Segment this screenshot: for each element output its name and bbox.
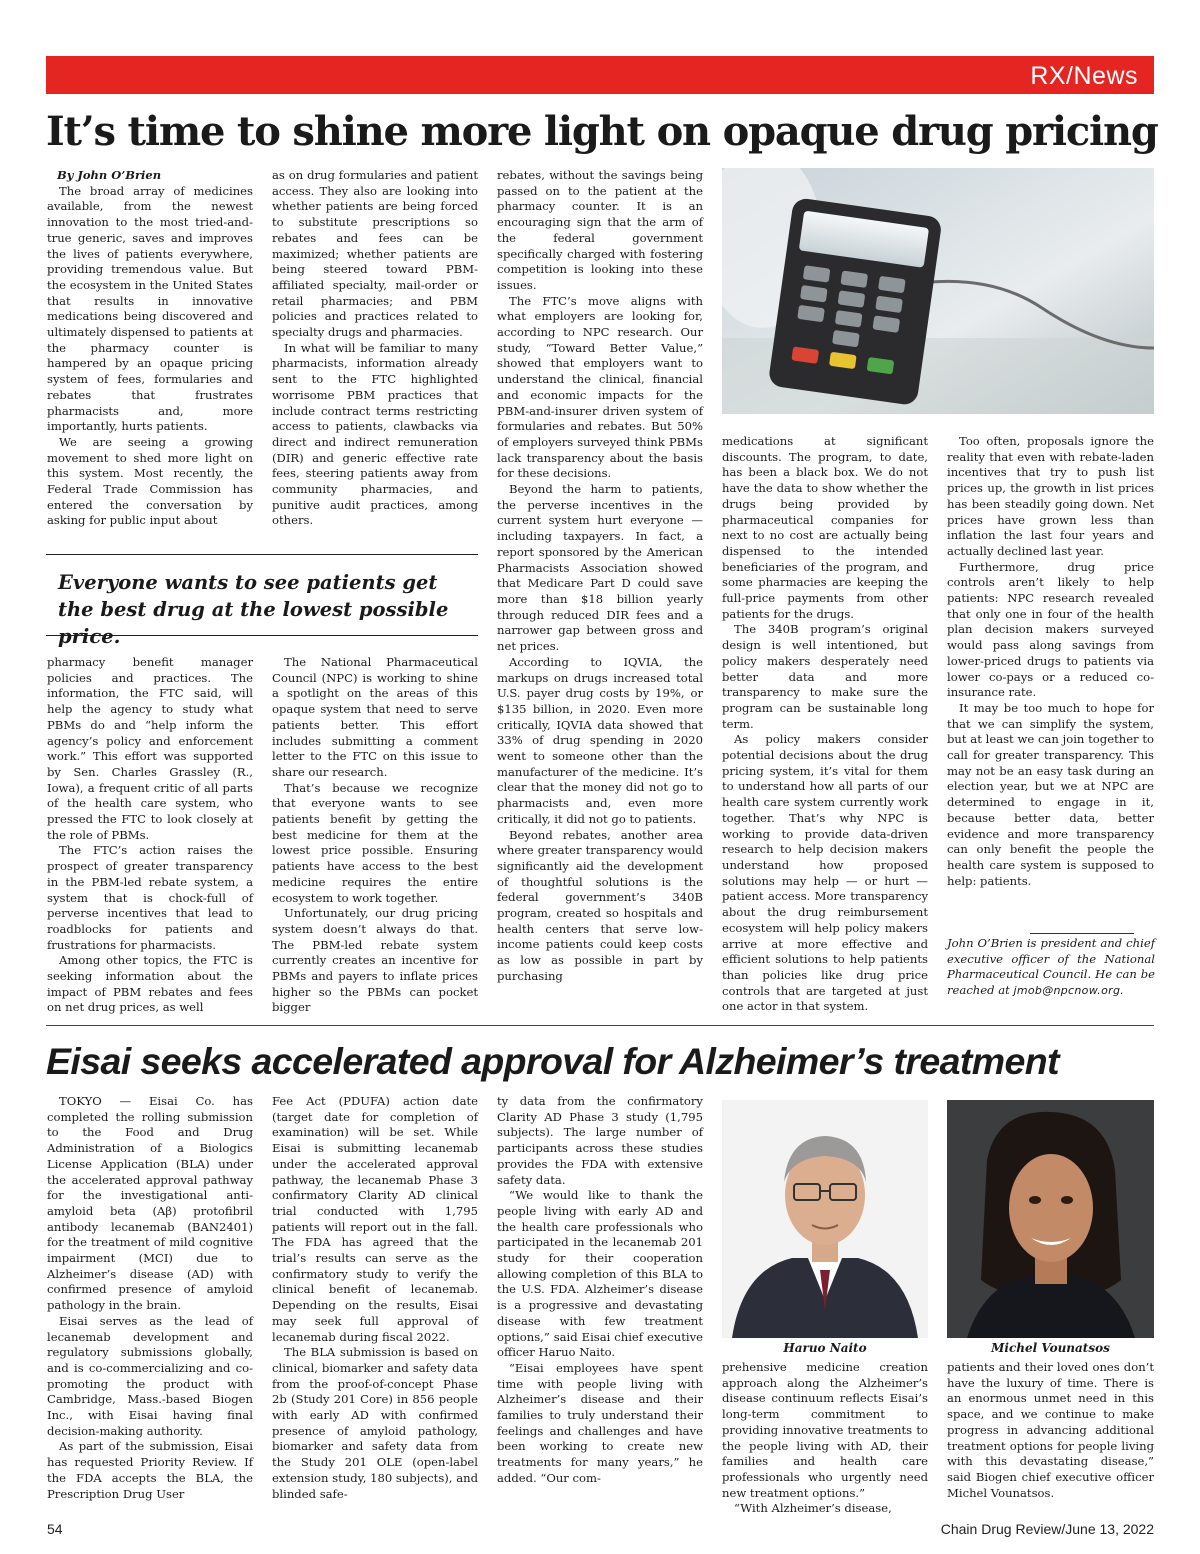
article-headline: It’s time to shine more light on opaque drug pricing [46, 108, 1158, 155]
paragraph: prehensive medicine creation approach along the Alzheimer’s disease continuum reflects Eisai’s long-term commitment to providing innovative treatments to the people living with AD, their families and health care professionals who urgently need new treatment options.” [722, 1360, 928, 1500]
issue-info: Chain Drug Review/June 13, 2022 [940, 1521, 1154, 1537]
article-column-5 [947, 434, 1154, 889]
paragraph: medications at significant discounts. The program, to date, has been a black box. We do not have the data to show whether the drugs being provided by pharmaceutical companies for next to no cost are actually being dispensed to the intended beneficiaries of the program, and some pharmacies are keeping the full-price payments from other patients for the drugs. [722, 434, 928, 621]
paragraph: The broad array of medicines available, from the newest innovation to the most tried-and-true generic, saves and improves the lives of patients everywhere, providing tremendous value. But the ecosystem in the United States that results in innovative medications being discovered and ultimately dispensed to patients at the pharmacy counter is hampered by an opaque pricing system of fees, formularies and rebates that frustrates pharmacists and, more importantly, hurts patients. [47, 183, 253, 434]
haruo-naito-photo [722, 1100, 928, 1338]
paragraph: Eisai serves as the lead of lecanemab development and regulatory submissions globally, and is co-commercializing and co-promoting the product with Cambridge, Mass.-based Biogen Inc., with Eisai having final decision-making authority. [47, 1313, 253, 1438]
bio-divider [1030, 933, 1134, 934]
article-column-2b [272, 655, 478, 1016]
paragraph: We are seeing a growing movement to shed more light on this system. Most recently, the Federal Trade Commission has entered the conversation by asking for public input about [47, 434, 253, 528]
paragraph: The FTC’s move aligns with what employers are looking for, according to NPC research. Our study, “Toward Better Value,” showed that employers want to understand the clinical, financial and economic impacts for the PBM-and-insurer driven system of formularies and rebates. But 50% of employers surveyed think PBMs lack transparency about the basis for these decisions. [497, 293, 703, 481]
pull-quote-text: Everyone wants to see patients get the best drug at the lowest possible price. [58, 571, 449, 648]
photo-caption: Michel Vounatsos [991, 1341, 1110, 1355]
paragraph: It may be too much to hope for that we can simplify the system, but at least we can join together to call for greater transparency. This may not be an easy task during an election year, but we at NPC are determined to engage in it, because better data, better evidence and more transparency can only benefit the people the health care system is supposed to help: patients. [947, 700, 1154, 888]
article-column-2 [272, 168, 478, 529]
paragraph: In what will be familiar to many pharmacists, information already sent to the FTC highlighted worrisome PBM practices that include contract terms restricting access to patients, clawbacks via direct and indirect remuneration (DIR) and generic effective rate fees, steering patients away from community pharmacies, and punitive audit practices, among others. [272, 340, 478, 528]
photo-caption: Haruo Naito [783, 1341, 867, 1355]
paragraph: The BLA submission is based on clinical, biomarker and safety data from the proof-of-concept Phase 2b (Study 201 Core) in 856 people with early AD with confirmed presence of amyloid pathology, biomarker and safety data from the Study 201 OLE (open-label extension study, 180 subjects), and blinded safe- [272, 1345, 478, 1501]
article-divider [46, 1025, 1154, 1026]
michel-vounatsos-photo [947, 1100, 1154, 1338]
article-headline-2: Eisai seeks accelerated approval for Alzheimer’s treatment [46, 1040, 1059, 1082]
section-label: RX/News [1030, 62, 1138, 90]
paragraph: According to IQVIA, the markups on drugs increased total U.S. payer drug costs by 19%, or $135 billion, in 2020. Even more critically, IQVIA data showed that 33% of drug spending in 2020 went to someone other than the manufacturer of the medicine. It’s clear that the money did not go to pharmacists and, even more critically, it did not go to patients. [497, 654, 703, 826]
paragraph: Among other topics, the FTC is seeking information about the impact of PBM rebates and fees on net drug prices, as well [47, 953, 253, 1015]
paragraph: Too often, proposals ignore the reality that even with rebate-laden incentives that try to push list prices up, the growth in list prices has been steadily going down. Net prices have grown less than inflation the last four years and actually declined last year. [947, 434, 1154, 558]
article2-column-3 [497, 1094, 703, 1487]
article2-column-2 [272, 1094, 478, 1502]
author-bio-text: John O’Brien is president and chief executive officer of the National Pharmaceutical Council. He can be reached at [947, 936, 1155, 998]
paragraph: Beyond rebates, another area where greater transparency would significantly aid the development of thoughtful solutions is the federal government’s 340B program, created so hospitals and health centers that serve low-income patients could keep costs as low as possible in part by purchasing [497, 827, 703, 983]
paragraph: Unfortunately, our drug pricing system doesn’t always do that. The PBM-led rebate system currently creates an incentive for PBMs and payers to inflate prices higher so the PBMs can pocket bigger [272, 906, 478, 1015]
article2-column-4 [722, 1360, 928, 1517]
paragraph: “Eisai employees have spent time with people living with Alzheimer’s disease and their families to truly understand their feelings and challenges and have been working to create new treatments for many years,” he added. “Our com- [497, 1360, 703, 1485]
paragraph: As part of the submission, Eisai has requested Priority Review. If the FDA accepts the BLA, the Prescription Drug User [47, 1439, 253, 1501]
article-column-1b [47, 655, 253, 1016]
paragraph: Beyond the harm to patients, the perverse incentives in the current system hurt everyone — including taxpayers. In fact, a report sponsored by the American Pharmacists Association showed that Medicare Part D could save more than $18 billion yearly through reduced DIR fees and a narrower gap between gross and net prices. [497, 482, 703, 654]
pull-quote [46, 554, 478, 648]
paragraph: As policy makers consider potential decisions about the drug pricing system, it’s vital for them to understand how all parts of our health care system currently work together. That’s why NPC is working to provide data-driven research to help decision makers understand how proposed solutions may help — or hurt — patient access. More transparency about the drug reimbursement ecosystem will help policy makers arrive at more effective and efficient solutions to help patients than policies like drug price controls that are targeted at just one actor in that system. [722, 732, 928, 1014]
author-bio [947, 936, 1155, 999]
payment-terminal-photo [722, 168, 1154, 414]
paragraph: Furthermore, drug price controls aren’t likely to help patients: NPC research revealed that only one in four of the health plan decision makers surveyed would pass along savings from lower-priced drugs to patients via lower co-pays or a reduced co-insurance rate. [947, 559, 1154, 700]
byline: By John O’Brien [57, 168, 162, 182]
paragraph: That’s because we recognize that everyone wants to see patients benefit by getting the best medicine for them at the lowest price possible. Ensuring patients have access to the best medicine requires the entire ecosystem to work together. [272, 780, 478, 905]
article-column-3 [497, 168, 703, 985]
paragraph: Fee Act (PDUFA) action date (target date for completion of examination) will be set. While Eisai is submitting lecanemab under the accelerated approval pathway, the lecanemab Phase 3 confirmatory Clarity AD clinical trial conducted with 1,795 patients will report out in the fall. The FDA has agreed that the trial’s results can serve as the confirmatory study to verify the clinical benefit of lecanemab. Depending on the results, Eisai may seek full approval of lecanemab during fiscal 2022. [272, 1094, 478, 1344]
paragraph: “With Alzheimer’s disease, [734, 1501, 892, 1516]
paragraph: rebates, without the savings being passed on to the patient at the pharmacy counter. It is an encouraging sign that the arm of the federal government specifically charged with fostering competition is looking into these issues. [497, 168, 703, 292]
author-email[interactable]: jmob@npcnow.org. [1013, 984, 1125, 998]
paragraph: patients and their loved ones don’t have the luxury of time. There is an enormous unmet need in this space, and we continue to make progress in advancing additional treatment options for people living with this devastating disease,” said Biogen chief executive officer Michel Vounatsos. [947, 1360, 1154, 1500]
paragraph: The National Pharmaceutical Council (NPC) is working to shine a spotlight on the areas of this opaque system that need to serve patients better. This effort includes submitting a comment letter to the FTC on this issue to share our research. [272, 655, 478, 779]
paragraph: pharmacy benefit manager policies and practices. The information, the FTC said, will help the agency to study what PBMs do and “help inform the agency’s policy and enforcement work.” This effort was supported by Sen. Charles Grassley (R., Iowa), a frequent critic of all parts of the health care system, who pressed the FTC to look closely at the role of PBMs. [47, 655, 253, 842]
article-column-4 [722, 434, 928, 1015]
article2-column-1 [47, 1094, 253, 1502]
paragraph: The 340B program’s original design is well intentioned, but policy makers desperately need better data and more transparency to make sure the program can be sustainable long term. [722, 622, 928, 731]
paragraph: The FTC’s action raises the prospect of greater transparency in the PBM-led rebate system, a system that is chock-full of perverse incentives that lead to roadblocks for patients and frustrations for pharmacists. [47, 843, 253, 952]
paragraph: ty data from the confirmatory Clarity AD Phase 3 study (1,795 subjects). The large number of participants across these studies provides the FDA with extensive safety data. [497, 1094, 703, 1187]
article-column-1 [47, 168, 253, 529]
paragraph: TOKYO — Eisai Co. has completed the rolling submission to the Food and Drug Administration of a Biologics License Application (BLA) under the accelerated approval pathway for the investigational anti-amyloid beta (Aβ) protofibril antibody lecanemab (BAN2401) for the treatment of mild cognitive impairment (MCI) due to Alzheimer’s disease (AD) with confirmed presence of amyloid pathology in the brain. [47, 1094, 253, 1313]
section-banner [46, 56, 1154, 94]
page-number: 54 [47, 1521, 63, 1537]
paragraph: “We would like to thank the people living with early AD and the health care professionals who participated in the lecanemab 201 study for their cooperation allowing completion of this BLA to the U.S. FDA. Alzheimer’s disease is a progressive and devastating disease with few treatment options,” said Eisai chief executive officer Haruo Naito. [497, 1188, 703, 1360]
article2-column-5 [947, 1360, 1154, 1501]
paragraph: as on drug formularies and patient access. They also are looking into whether patients are being forced to substitute prescriptions so rebates and fees can be maximized; whether patients are being steered toward PBM-affiliated specialty, mail-order or retail pharmacies; and PBM policies and practices related to specialty drugs and pharmacies. [272, 168, 478, 340]
